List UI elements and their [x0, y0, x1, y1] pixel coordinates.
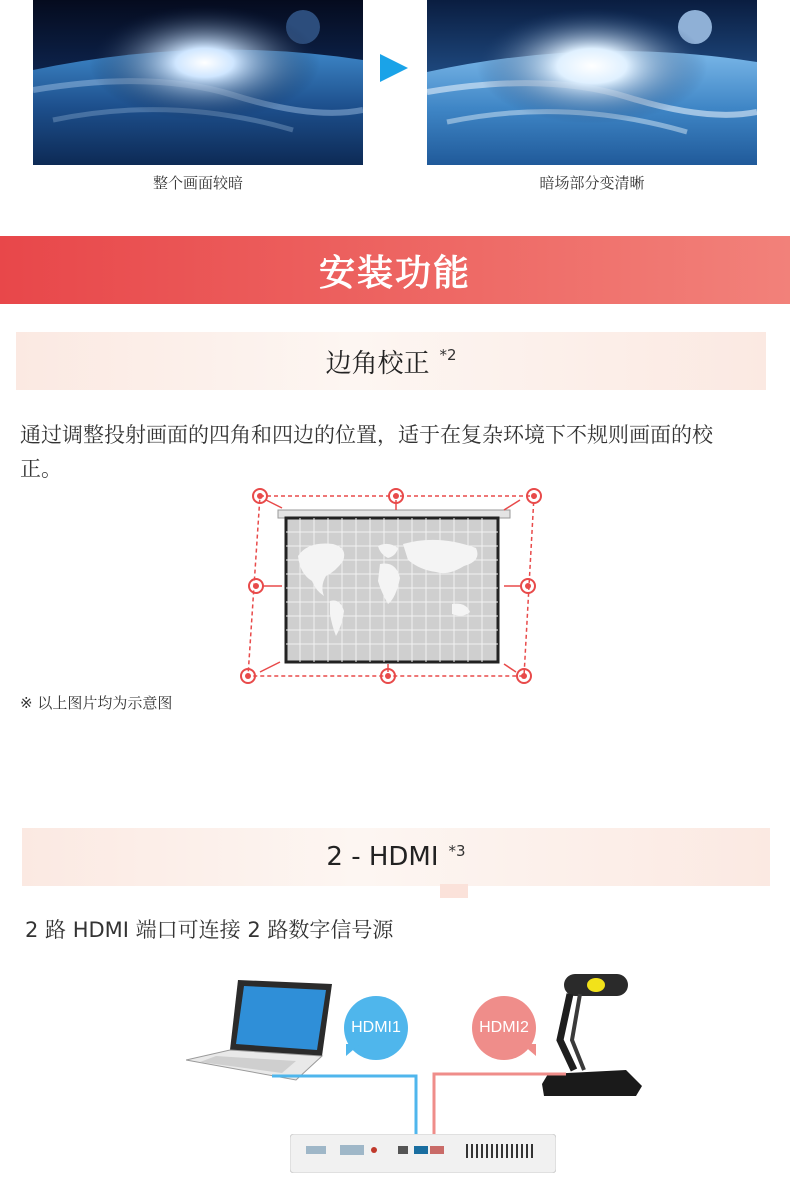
illustration-note: ※ 以上图片均为示意图	[20, 694, 173, 712]
hdmi-description: 2 路 HDMI 端口可连接 2 路数字信号源	[25, 918, 394, 942]
keystone-footnote-mark: *2	[439, 346, 457, 364]
hdmi2-bubble-tail	[522, 1044, 536, 1056]
keystone-heading-text: 边角校正	[325, 348, 430, 379]
hdmi-heading-tab	[440, 884, 468, 898]
keystone-description: 通过调整投射画面的四角和四边的位置，适于在复杂环境下不规则画面的校正。	[20, 423, 713, 481]
earth-image-dark	[33, 0, 363, 165]
hdmi-heading	[22, 828, 770, 886]
hdmi-heading-text: 2 - HDMI	[326, 842, 439, 872]
keystone-heading	[16, 332, 766, 390]
laptop-icon	[186, 978, 336, 1084]
banner-title: 安装功能	[318, 252, 471, 294]
projector-icon	[290, 1134, 556, 1173]
after-caption: 暗场部分变清晰	[539, 174, 645, 192]
before-caption: 整个画面较暗	[152, 174, 243, 192]
earth-image-bright	[427, 0, 757, 165]
comparison-arrow-icon	[380, 54, 408, 82]
hdmi2-label: HDMI2	[479, 1019, 529, 1036]
hdmi-footnote-mark: *3	[448, 842, 466, 860]
hdmi1-bubble-tail	[346, 1044, 360, 1056]
section-banner	[0, 236, 790, 304]
hdmi1-label: HDMI1	[351, 1019, 401, 1036]
keystone-diagram	[238, 486, 548, 686]
